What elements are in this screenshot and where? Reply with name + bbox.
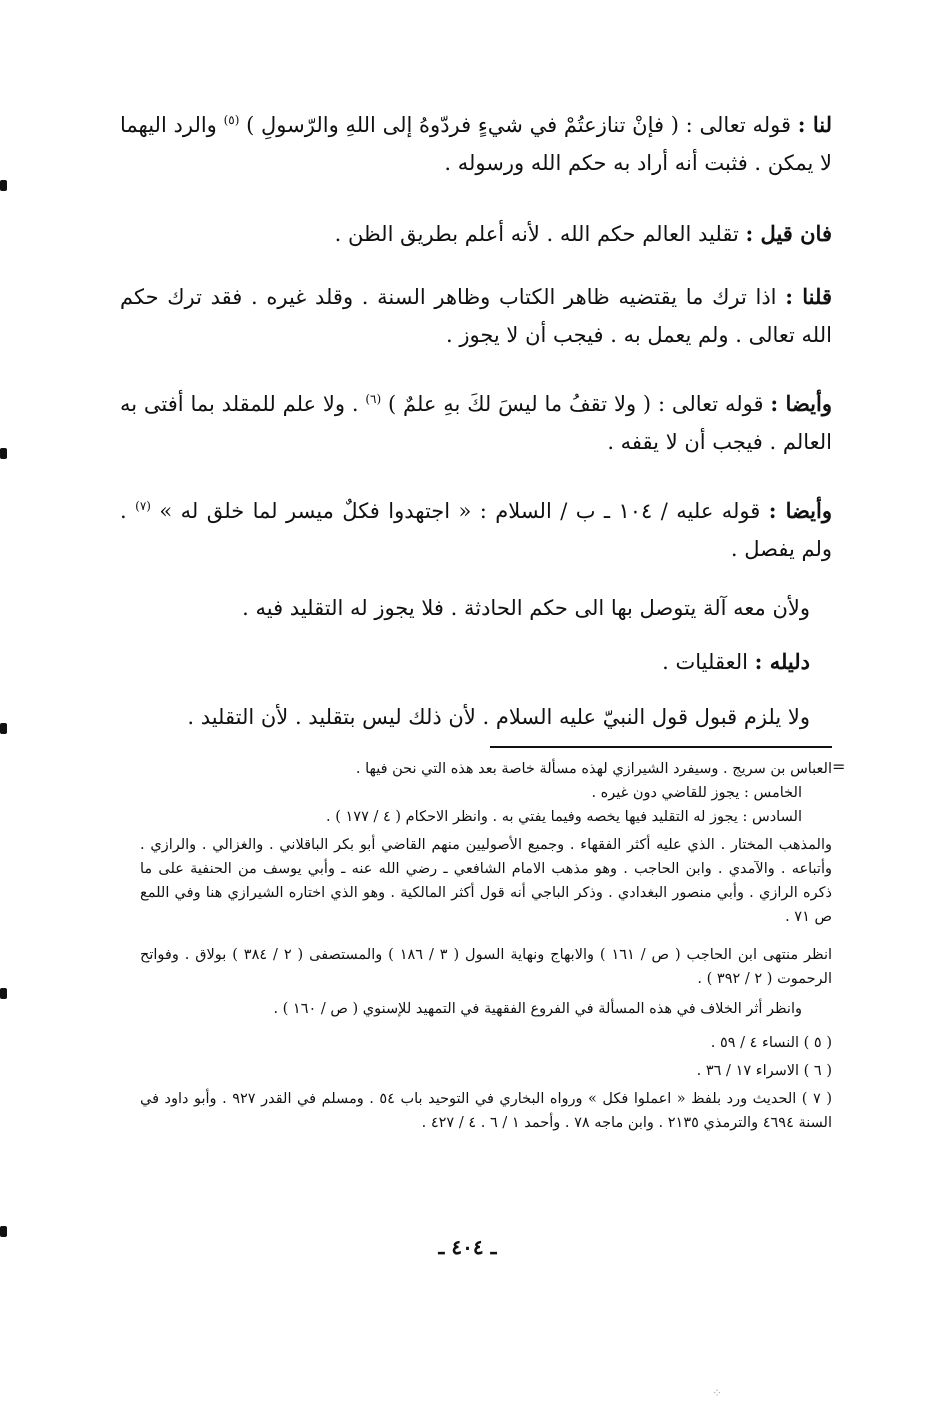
footnote-line: وانظر أثر الخلاف في هذه المسألة في الفروع الفقهية في التمهيد للإسنوي ( ص / ١٦٠ ) . (273, 1001, 802, 1017)
footnote-ref: (٧) (135, 499, 151, 513)
footnote-line: ( ٥ ) النساء ٤ / ٥٩ . (710, 1035, 832, 1051)
paragraph-text: . ولم يفصل . (120, 499, 832, 561)
margin-mark (0, 180, 7, 191)
paragraph-text: تقليد العالم حكم الله . لأنه أعلم بطريق الظن . (334, 222, 739, 246)
footnote-line: ( ٦ ) الاسراء ١٧ / ٣٦ . (696, 1063, 832, 1079)
paragraph-lead: فان قيل : (745, 221, 832, 246)
paragraph-text: ولا يلزم قبول قول النبيّ عليه السلام . لأن ذلك ليس بتقليد . لأن التقليد . (187, 705, 810, 729)
footnote-line: الخامس : يجوز للقاضي دون غيره . (591, 785, 802, 801)
continuation-mark: = (832, 757, 846, 776)
scan-speck: ⁘ (712, 1386, 723, 1400)
paragraph-3 (120, 278, 832, 354)
paragraph-text: اذا ترك ما يقتضيه ظاهر الكتاب وظاهر السنة . وقلد غيره . فقد ترك حكم الله تعالى . ولم يعمل به . فيجب أن لا يجوز . (120, 285, 832, 347)
paragraph-lead: وأيضا : (768, 498, 833, 523)
footnote-line: السادس : يجوز له التقليد فيها يخصه وفيما يفتي به . وانظر الاحكام ( ٤ / ١٧٧ ) . (326, 809, 802, 825)
paragraph-text: ولأن معه آلة يتوصل بها الى حكم الحادثة . فلا يجوز له التقليد فيه . (242, 596, 810, 620)
paragraph-text: قوله تعالى : ( فإنْ تنازعتُمْ في شيءٍ فردّوهُ إلى اللهِ والرّسولِ ) (246, 113, 791, 137)
footnote-line: العباس بن سريج . وسيفرد الشيرازي لهذه مسألة خاصة بعد هذه التي نحن فيها . (355, 761, 832, 777)
footnote-line: انظر منتهى ابن الحاجب ( ص / ١٦١ ) والابهاج ونهاية السول ( ٣ / ١٨٦ ) والمستصفى ( ٢ / ٣٨٤ ) بولاق . وفواتح الرحموت ( ٢ / ٣٩٢ ) . (140, 947, 833, 987)
margin-mark (0, 723, 7, 734)
main-text (120, 589, 832, 627)
margin-mark (0, 448, 7, 459)
main-text (120, 106, 832, 182)
main-text (120, 643, 832, 681)
paragraph-text: قوله تعالى : ( ولا تقفُ ما ليسَ لكَ بهِ علمٌ ) (387, 392, 764, 416)
paragraph-text: العقليات . (662, 650, 748, 674)
footnotes (140, 757, 832, 1135)
paragraph-lead: وأيضا : (770, 391, 832, 416)
footnote-ref: (٦) (365, 392, 382, 406)
paragraph-lead: دليله : (754, 649, 810, 674)
main-text (120, 698, 832, 736)
paragraph-5 (120, 492, 832, 568)
paragraph-text: والرد اليهما لا يمكن . فثبت أنه أراد به حكم الله ورسوله . (120, 113, 832, 175)
paragraph-6 (120, 589, 832, 627)
main-text (120, 215, 832, 253)
paragraph-7 (120, 643, 832, 681)
main-text (120, 278, 832, 354)
paragraph-2 (120, 215, 832, 253)
main-text (120, 492, 832, 568)
paragraph-8 (120, 698, 832, 736)
footnote-ref: (٥) (223, 113, 240, 127)
paragraph-lead: لنا : (797, 112, 832, 137)
footnote-line: والمذهب المختار . الذي عليه أكثر الفقهاء . وجميع الأصوليين منهم القاضي أبو بكر الباقلاني . والغزالي . والرازي . وأتباعه . والآمدي . وابن الحاجب . وهو مذهب الامام الشافعي ـ رضي الله عنه ـ وأبي يوسف من الحنفية على ما ذكره الرازي . وأبي منصور البغدادي . وذكر الباجي أنه قول أكثر المالكية . وهو الذي اختاره الشيرازي هنا وفي اللمع ص ٧١ . (140, 837, 832, 925)
footnote-line: ( ٧ ) الحديث ورد بلفظ « اعملوا فكل » ورواه البخاري في التوحيد باب ٥٤ . ومسلم في القدر ٩٢٧ . وأبو داود في السنة ٤٦٩٤ والترمذي ٢١٣٥ . وابن ماجه ٧٨ . وأحمد ١ / ٦ . ٤ / ٤٢٧ . (140, 1091, 832, 1131)
page-number: ـ ٤٠٤ ـ (438, 1235, 497, 1259)
paragraph-1 (120, 106, 832, 182)
margin-mark (0, 988, 7, 999)
paragraph-lead: قلنا : (785, 284, 832, 309)
paragraph-text: قوله عليه / ١٠٤ ـ ب / السلام : « اجتهدوا فكلٌ ميسر لما خلق له » (159, 499, 761, 523)
paragraph-text: . ولا علم للمقلد بما أفتى به العالم . فيجب أن لا يقفه . (120, 392, 832, 454)
paragraph-4 (120, 385, 832, 461)
footnote-separator (490, 746, 832, 748)
main-text (120, 385, 832, 461)
